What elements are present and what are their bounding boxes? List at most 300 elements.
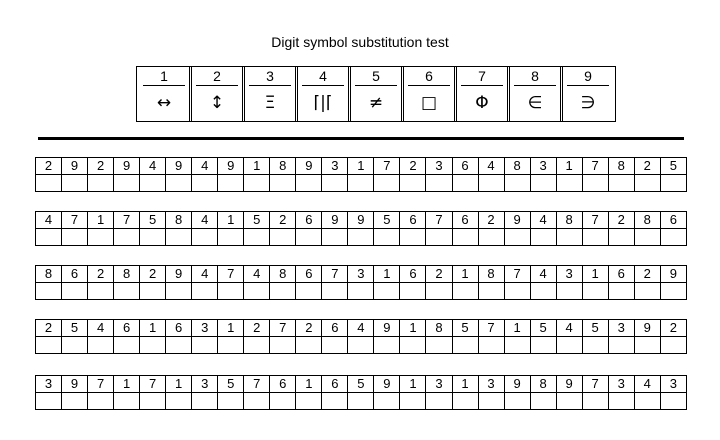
answer-cell[interactable]: [296, 283, 322, 300]
digit-cell: 3: [322, 158, 348, 175]
answer-cell[interactable]: [426, 337, 452, 354]
answer-cell[interactable]: [400, 283, 426, 300]
up-down-arrow-icon: ↕: [209, 93, 225, 113]
digit-cell: 9: [660, 266, 686, 283]
answer-cell[interactable]: [452, 229, 478, 246]
answer-cell[interactable]: [322, 283, 348, 300]
answer-cell[interactable]: [36, 175, 62, 192]
digit-cell: 3: [478, 376, 504, 393]
answer-cell[interactable]: [452, 283, 478, 300]
digit-cell: 4: [140, 158, 166, 175]
answer-cell[interactable]: [634, 175, 660, 192]
answer-row: [36, 229, 687, 246]
answer-cell[interactable]: [374, 337, 400, 354]
answer-cell[interactable]: [270, 229, 296, 246]
key-box-7: [454, 66, 510, 122]
digit-cell: 5: [218, 376, 244, 393]
digit-cell: 7: [218, 266, 244, 283]
digit-cell: 2: [140, 266, 166, 283]
answer-cell[interactable]: [166, 175, 192, 192]
digit-cell: 5: [660, 158, 686, 175]
key-digit: 2: [196, 67, 238, 86]
answer-cell[interactable]: [556, 337, 582, 354]
digit-cell: 7: [322, 266, 348, 283]
digit-cell: 6: [660, 212, 686, 229]
digit-cell: 3: [426, 376, 452, 393]
digit-row: [36, 158, 687, 175]
digit-cell: 8: [478, 266, 504, 283]
digit-cell: 7: [88, 376, 114, 393]
answer-cell[interactable]: [166, 337, 192, 354]
answer-cell[interactable]: [62, 229, 88, 246]
digit-cell: 1: [218, 320, 244, 337]
digit-cell: 9: [218, 158, 244, 175]
key-symbol: [402, 86, 456, 121]
answer-cell[interactable]: [582, 283, 608, 300]
digit-cell: 4: [244, 266, 270, 283]
answer-cell[interactable]: [504, 337, 530, 354]
answer-cell[interactable]: [608, 175, 634, 192]
answer-cell[interactable]: [634, 283, 660, 300]
answer-cell[interactable]: [114, 229, 140, 246]
answer-cell[interactable]: [530, 337, 556, 354]
digit-cell: 2: [400, 158, 426, 175]
answer-cell[interactable]: [140, 393, 166, 410]
digit-row: [36, 376, 687, 393]
digit-cell: 3: [556, 266, 582, 283]
digit-cell: 4: [88, 320, 114, 337]
triple-bar-icon: Ξ: [264, 93, 276, 113]
answer-cell[interactable]: [426, 283, 452, 300]
answer-cell[interactable]: [322, 229, 348, 246]
answer-cell[interactable]: [634, 337, 660, 354]
answer-cell[interactable]: [582, 175, 608, 192]
key-symbol: [243, 86, 297, 121]
answer-cell[interactable]: [348, 283, 374, 300]
digit-cell: 6: [608, 266, 634, 283]
digit-cell: 9: [634, 320, 660, 337]
answer-cell[interactable]: [296, 393, 322, 410]
answer-cell[interactable]: [348, 393, 374, 410]
digit-cell: 7: [478, 320, 504, 337]
digit-cell: 4: [192, 158, 218, 175]
digit-cell: 4: [530, 266, 556, 283]
answer-cell[interactable]: [218, 229, 244, 246]
answer-cell[interactable]: [140, 283, 166, 300]
answer-cell[interactable]: [244, 393, 270, 410]
answer-cell[interactable]: [88, 175, 114, 192]
answer-cell[interactable]: [270, 283, 296, 300]
digit-cell: 2: [88, 158, 114, 175]
answer-cell[interactable]: [504, 393, 530, 410]
key-digit: 5: [355, 67, 397, 86]
key-box-2: [189, 66, 245, 122]
answer-cell[interactable]: [348, 175, 374, 192]
digit-cell: 8: [634, 212, 660, 229]
answer-cell[interactable]: [608, 229, 634, 246]
digit-cell: 9: [322, 212, 348, 229]
digit-cell: 4: [348, 320, 374, 337]
digit-cell: 8: [556, 212, 582, 229]
key-digit: 1: [143, 67, 185, 86]
answer-cell[interactable]: [88, 283, 114, 300]
digit-cell: 5: [530, 320, 556, 337]
answer-cell[interactable]: [400, 393, 426, 410]
answer-cell[interactable]: [114, 283, 140, 300]
digit-cell: 1: [296, 376, 322, 393]
digit-cell: 4: [634, 376, 660, 393]
answer-cell[interactable]: [322, 337, 348, 354]
digit-cell: 4: [530, 212, 556, 229]
digit-cell: 2: [270, 212, 296, 229]
digit-cell: 1: [400, 320, 426, 337]
answer-cell[interactable]: [244, 283, 270, 300]
answer-cell[interactable]: [582, 337, 608, 354]
answer-cell[interactable]: [452, 337, 478, 354]
answer-cell[interactable]: [166, 229, 192, 246]
digit-cell: 9: [374, 376, 400, 393]
key-box-9: [560, 66, 616, 122]
answer-cell[interactable]: [88, 393, 114, 410]
contains-icon: ∋: [580, 93, 596, 113]
answer-cell[interactable]: [374, 393, 400, 410]
digit-cell: 6: [452, 212, 478, 229]
test-row-1: [35, 157, 687, 192]
answer-cell[interactable]: [62, 337, 88, 354]
answer-cell[interactable]: [582, 393, 608, 410]
digit-cell: 9: [166, 158, 192, 175]
digit-cell: 8: [426, 320, 452, 337]
answer-cell[interactable]: [556, 175, 582, 192]
answer-cell[interactable]: [270, 393, 296, 410]
digit-cell: 2: [608, 212, 634, 229]
digit-cell: 1: [114, 376, 140, 393]
digit-cell: 6: [114, 320, 140, 337]
digit-row: [36, 320, 687, 337]
digit-cell: 8: [504, 158, 530, 175]
page-title: Digit symbol substitution test: [271, 34, 449, 50]
digit-cell: 6: [270, 376, 296, 393]
answer-cell[interactable]: [660, 175, 686, 192]
digit-cell: 3: [348, 266, 374, 283]
answer-cell[interactable]: [556, 229, 582, 246]
answer-cell[interactable]: [504, 283, 530, 300]
answer-cell[interactable]: [218, 337, 244, 354]
key-box-1: [136, 66, 192, 122]
test-row-5: [35, 375, 687, 410]
digit-cell: 7: [140, 376, 166, 393]
answer-cell[interactable]: [530, 283, 556, 300]
test-row-3: [35, 265, 687, 300]
digit-cell: 5: [374, 212, 400, 229]
key-digit: 6: [408, 67, 450, 86]
digit-cell: 8: [270, 158, 296, 175]
digit-cell: 6: [322, 376, 348, 393]
digit-cell: 2: [244, 320, 270, 337]
answer-cell[interactable]: [36, 229, 62, 246]
answer-cell[interactable]: [556, 283, 582, 300]
answer-cell[interactable]: [36, 283, 62, 300]
circle-bar-icon: Φ: [475, 93, 489, 113]
digit-cell: 6: [166, 320, 192, 337]
key-digit: 7: [461, 67, 503, 86]
key-symbol: [508, 86, 562, 121]
answer-row: [36, 337, 687, 354]
digit-cell: 8: [608, 158, 634, 175]
digit-cell: 6: [296, 266, 322, 283]
divider-line: [38, 137, 684, 140]
digit-cell: 1: [452, 266, 478, 283]
answer-cell[interactable]: [426, 175, 452, 192]
answer-cell[interactable]: [244, 229, 270, 246]
key-symbol: [349, 86, 403, 121]
answer-cell[interactable]: [400, 229, 426, 246]
digit-cell: 1: [88, 212, 114, 229]
key-symbol: [296, 86, 350, 121]
digit-cell: 7: [270, 320, 296, 337]
digit-cell: 7: [582, 212, 608, 229]
answer-cell[interactable]: [400, 175, 426, 192]
answer-cell[interactable]: [452, 393, 478, 410]
answer-cell[interactable]: [140, 337, 166, 354]
answer-cell[interactable]: [634, 393, 660, 410]
answer-cell[interactable]: [36, 393, 62, 410]
digit-cell: 1: [244, 158, 270, 175]
digit-cell: 9: [114, 158, 140, 175]
digit-cell: 7: [582, 376, 608, 393]
answer-cell[interactable]: [374, 175, 400, 192]
digit-cell: 1: [166, 376, 192, 393]
answer-cell[interactable]: [660, 283, 686, 300]
digit-cell: 6: [296, 212, 322, 229]
answer-cell[interactable]: [478, 283, 504, 300]
digit-cell: 9: [374, 320, 400, 337]
digit-cell: 3: [192, 320, 218, 337]
answer-cell[interactable]: [660, 229, 686, 246]
answer-cell[interactable]: [218, 393, 244, 410]
answer-cell[interactable]: [218, 175, 244, 192]
key-box-5: [348, 66, 404, 122]
answer-cell[interactable]: [478, 175, 504, 192]
digit-row: [36, 266, 687, 283]
digit-cell: 5: [582, 320, 608, 337]
digit-cell: 1: [582, 266, 608, 283]
digit-cell: 1: [400, 376, 426, 393]
answer-cell[interactable]: [270, 175, 296, 192]
key-symbol: [137, 86, 191, 121]
answer-cell[interactable]: [140, 175, 166, 192]
digit-cell: 5: [452, 320, 478, 337]
key-box-8: [507, 66, 563, 122]
digit-cell: 8: [114, 266, 140, 283]
answer-cell[interactable]: [504, 229, 530, 246]
digit-cell: 2: [660, 320, 686, 337]
digit-cell: 7: [504, 266, 530, 283]
answer-cell[interactable]: [140, 229, 166, 246]
answer-cell[interactable]: [192, 175, 218, 192]
answer-cell[interactable]: [608, 393, 634, 410]
key-digit: 9: [567, 67, 609, 86]
answer-cell[interactable]: [88, 229, 114, 246]
answer-cell[interactable]: [88, 337, 114, 354]
answer-cell[interactable]: [322, 175, 348, 192]
digit-cell: 3: [660, 376, 686, 393]
digit-cell: 4: [192, 266, 218, 283]
answer-cell[interactable]: [582, 229, 608, 246]
answer-cell[interactable]: [374, 229, 400, 246]
answer-cell[interactable]: [192, 393, 218, 410]
answer-cell[interactable]: [530, 229, 556, 246]
answer-cell[interactable]: [296, 175, 322, 192]
answer-cell[interactable]: [478, 229, 504, 246]
digit-cell: 8: [36, 266, 62, 283]
digit-cell: 3: [192, 376, 218, 393]
key-digit: 3: [249, 67, 291, 86]
digit-cell: 6: [322, 320, 348, 337]
answer-cell[interactable]: [114, 337, 140, 354]
digit-cell: 6: [62, 266, 88, 283]
answer-cell[interactable]: [608, 337, 634, 354]
digit-cell: 6: [400, 212, 426, 229]
digit-row: [36, 212, 687, 229]
digit-cell: 5: [348, 376, 374, 393]
answer-row: [36, 393, 687, 410]
answer-cell[interactable]: [296, 337, 322, 354]
answer-cell[interactable]: [530, 175, 556, 192]
answer-cell[interactable]: [478, 393, 504, 410]
digit-cell: 9: [62, 376, 88, 393]
digit-cell: 4: [478, 158, 504, 175]
test-row-2: [35, 211, 687, 246]
digit-cell: 1: [218, 212, 244, 229]
answer-cell[interactable]: [426, 229, 452, 246]
key-box-4: [295, 66, 351, 122]
answer-cell[interactable]: [36, 337, 62, 354]
answer-cell[interactable]: [296, 229, 322, 246]
digit-cell: 9: [504, 212, 530, 229]
digit-cell: 7: [582, 158, 608, 175]
digit-cell: 1: [556, 158, 582, 175]
answer-cell[interactable]: [348, 229, 374, 246]
answer-row: [36, 283, 687, 300]
answer-cell[interactable]: [556, 393, 582, 410]
answer-cell[interactable]: [192, 229, 218, 246]
digit-cell: 4: [36, 212, 62, 229]
answer-cell[interactable]: [166, 393, 192, 410]
digit-cell: 6: [400, 266, 426, 283]
answer-cell[interactable]: [192, 337, 218, 354]
digit-cell: 3: [608, 320, 634, 337]
digit-cell: 9: [62, 158, 88, 175]
digit-cell: 9: [504, 376, 530, 393]
answer-cell[interactable]: [400, 337, 426, 354]
digit-cell: 1: [348, 158, 374, 175]
not-equal-icon: ≠: [368, 93, 384, 113]
key-digit: 8: [514, 67, 556, 86]
digit-cell: 4: [556, 320, 582, 337]
answer-cell[interactable]: [348, 337, 374, 354]
digit-cell: 9: [348, 212, 374, 229]
key-digit: 4: [302, 67, 344, 86]
digit-cell: 3: [36, 376, 62, 393]
answer-cell[interactable]: [166, 283, 192, 300]
answer-cell[interactable]: [660, 337, 686, 354]
test-row-4: [35, 319, 687, 354]
digit-cell: 5: [62, 320, 88, 337]
answer-cell[interactable]: [114, 175, 140, 192]
digit-cell: 2: [36, 320, 62, 337]
digit-cell: 6: [452, 158, 478, 175]
digit-cell: 2: [296, 320, 322, 337]
answer-cell[interactable]: [62, 175, 88, 192]
key-symbol: [190, 86, 244, 121]
digit-cell: 7: [244, 376, 270, 393]
bracket-bars-icon: ⌈|⌈: [313, 93, 333, 113]
answer-cell[interactable]: [426, 393, 452, 410]
answer-cell[interactable]: [192, 283, 218, 300]
digit-cell: 9: [556, 376, 582, 393]
answer-cell[interactable]: [62, 393, 88, 410]
element-of-icon: ∈: [527, 93, 543, 113]
answer-cell[interactable]: [244, 175, 270, 192]
answer-cell[interactable]: [62, 283, 88, 300]
square-icon: □: [420, 93, 438, 113]
answer-cell[interactable]: [530, 393, 556, 410]
answer-cell[interactable]: [218, 283, 244, 300]
digit-cell: 3: [426, 158, 452, 175]
digit-cell: 3: [608, 376, 634, 393]
answer-cell[interactable]: [634, 229, 660, 246]
digit-cell: 2: [478, 212, 504, 229]
digit-cell: 8: [270, 266, 296, 283]
digit-cell: 1: [452, 376, 478, 393]
answer-cell[interactable]: [322, 393, 348, 410]
digit-cell: 1: [374, 266, 400, 283]
digit-cell: 7: [62, 212, 88, 229]
answer-cell[interactable]: [374, 283, 400, 300]
digit-cell: 1: [504, 320, 530, 337]
digit-cell: 7: [114, 212, 140, 229]
digit-cell: 7: [374, 158, 400, 175]
digit-cell: 5: [244, 212, 270, 229]
answer-cell[interactable]: [452, 175, 478, 192]
digit-cell: 2: [36, 158, 62, 175]
digit-cell: 2: [88, 266, 114, 283]
answer-cell[interactable]: [478, 337, 504, 354]
digit-cell: 2: [634, 158, 660, 175]
digit-cell: 3: [530, 158, 556, 175]
digit-cell: 9: [166, 266, 192, 283]
digit-cell: 7: [426, 212, 452, 229]
key-symbol: [455, 86, 509, 121]
digit-cell: 9: [296, 158, 322, 175]
digit-cell: 8: [530, 376, 556, 393]
answer-cell[interactable]: [270, 337, 296, 354]
answer-cell[interactable]: [608, 283, 634, 300]
digit-cell: 1: [140, 320, 166, 337]
key-box-3: [242, 66, 298, 122]
answer-row: [36, 175, 687, 192]
key-box-6: [401, 66, 457, 122]
answer-cell[interactable]: [114, 393, 140, 410]
answer-cell[interactable]: [244, 337, 270, 354]
digit-cell: 5: [140, 212, 166, 229]
digit-cell: 4: [192, 212, 218, 229]
key-symbol: [561, 86, 615, 121]
answer-cell[interactable]: [504, 175, 530, 192]
left-right-arrow-icon: ↔: [156, 93, 172, 113]
answer-cell[interactable]: [660, 393, 686, 410]
